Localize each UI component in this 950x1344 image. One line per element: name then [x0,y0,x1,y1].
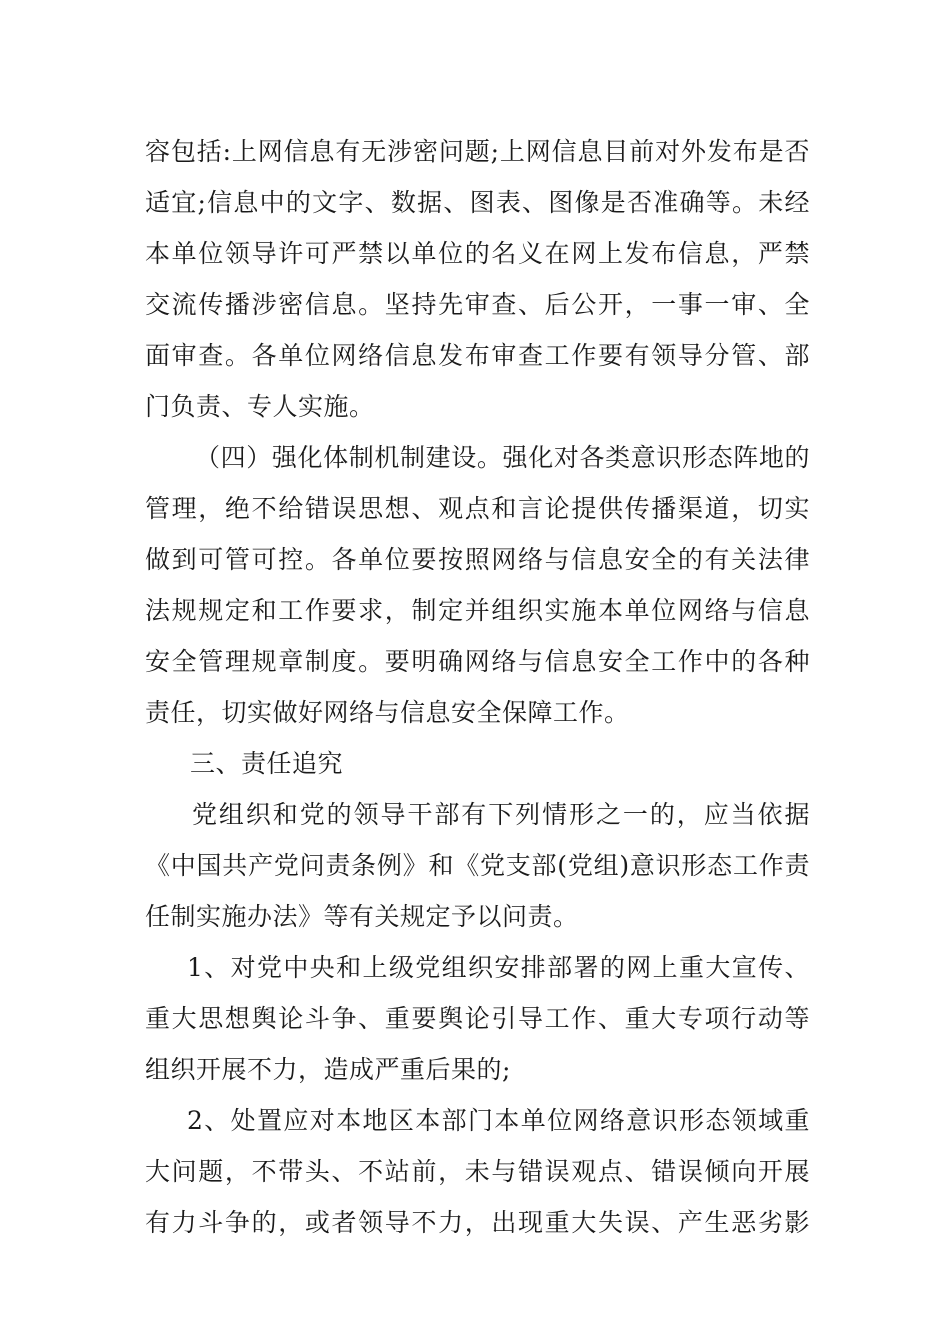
text-line: 有力斗争的，或者领导不力，出现重大失误、产生恶劣影 [145,1208,810,1237]
section-heading: 三、责任追究 [190,749,344,778]
text-line: 适宜;信息中的文字、数据、图表、图像是否准确等。未经 [145,188,810,217]
text-line: 法规规定和工作要求，制定并组织实施本单位网络与信息 [145,596,810,625]
text-line: 大问题，不带头、不站前，未与错误观点、错误倾向开展 [145,1157,810,1186]
text-line: 交流传播涉密信息。坚持先审查、后公开，一事一审、全 [145,290,810,319]
document-body [145,126,810,1248]
section-heading-line: （四）强化体制机制建设。强化对各类意识形态阵地的 [195,443,810,472]
text-line: 管理，绝不给错误思想、观点和言论提供传播渠道，切实 [145,494,810,523]
text-line: 《中国共产党问责条例》和《党支部(党组)意识形态工作责 [145,851,810,880]
text-line: 任制实施办法》等有关规定予以问责。 [145,902,579,931]
list-item-line: 1、对党中央和上级党组织安排部署的网上重大宣传、 [187,953,810,982]
text-line: 面审查。各单位网络信息发布审查工作要有领导分管、部 [145,341,810,370]
text-line: 做到可管可控。各单位要按照网络与信息安全的有关法律 [145,545,810,574]
text-line: 本单位领导许可严禁以单位的名义在网上发布信息，严禁 [145,239,810,268]
text-line: 责任，切实做好网络与信息安全保障工作。 [145,698,630,727]
text-line: 重大思想舆论斗争、重要舆论引导工作、重大专项行动等 [145,1004,810,1033]
text-line: 安全管理规章制度。要明确网络与信息安全工作中的各种 [145,647,810,676]
text-line: 容包括:上网信息有无涉密问题;上网信息目前对外发布是否 [145,137,810,166]
text-line: 门负责、专人实施。 [145,392,375,421]
text-line: 组织开展不力，造成严重后果的; [145,1055,511,1084]
list-item-line: 2、处置应对本地区本部门本单位网络意识形态领域重 [187,1106,810,1135]
text-line: 党组织和党的领导干部有下列情形之一的，应当依据 [192,800,810,829]
